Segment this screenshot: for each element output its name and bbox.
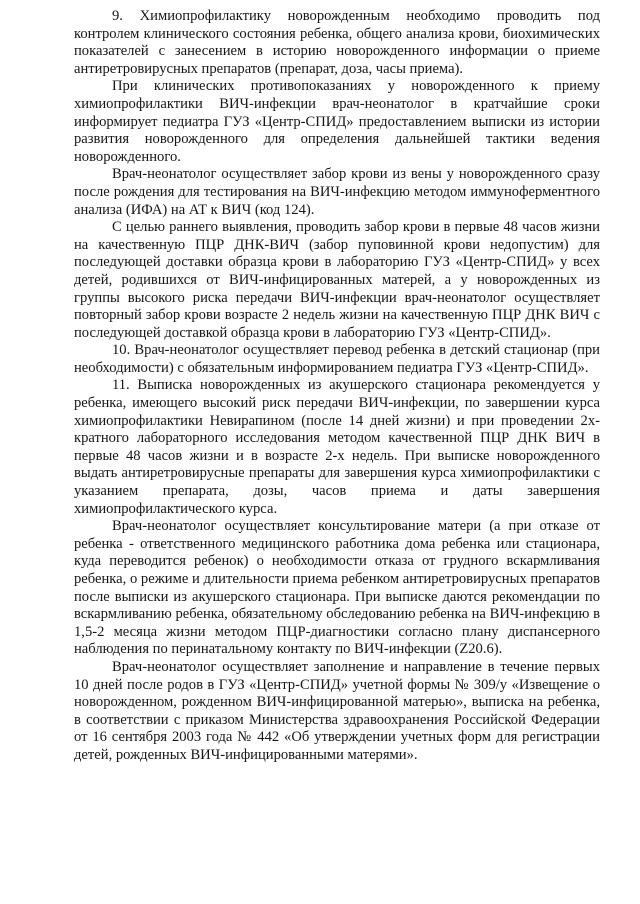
- paragraph-contraindications: При клинических противопоказаниях у новорожденного к приему химиопрофилактики ВИЧ-инфекции врач-неонатолог в кратчайшие сроки информирует педиатра ГУЗ «Центр-СПИД» предоставлением выписки из истории развития новорожденного для определения дальнейшей тактики ведения новорожденного.: [74, 78, 600, 165]
- paragraph-9-chemoprophylaxis: 9. Химиопрофилактику новорожденным необходимо проводить под контролем клинического состояния ребенка, общего анализа крови, биохимических показателей с занесением в историю новорожденного информации о приеме антиретровирусных препаратов (препарат, доза, часы приема).: [74, 8, 600, 77]
- paragraph-mother-counseling: Врач-неонатолог осуществляет консультирование матери (а при отказе от ребенка - ответственного медицинского работника дома ребенка или стационара, куда переводится ребенок) о необходимости отказа от грудного вскармливания ребенка, о режиме и длительности приема ребенком антиретровирусных препаратов после выписки из акушерского стационара. При выписке даются рекомендации по вскармливанию ребенка, обязательному обследованию ребенка на ВИЧ-инфекцию в 1,5-2 месяца жизни методом ПЦР-диагностики согласно плану диспансерного наблюдения по перинатальному контакту по ВИЧ-инфекции (Z20.6).: [74, 518, 600, 658]
- paragraph-11-discharge: 11. Выписка новорожденных из акушерского стационара рекомендуется у ребенка, имеющего высокий риск передачи ВИЧ-инфекции, по завершении курса химиопрофилактики Невирапином (после 14 дней жизни) и при проведении 2х-кратного лабораторного исследования методом качественной ПЦР ДНК ВИЧ в первые 48 часов жизни и в возрасте 2-х недель. При выписке новорожденного выдать антиретровирусные препараты для завершения курса химиопрофилактики с указанием препарата, дозы, часов приема и даты завершения химиопрофилактического курса.: [74, 377, 600, 517]
- document-page: [74, 8, 600, 765]
- paragraph-10-transfer: 10. Врач-неонатолог осуществляет перевод ребенка в детский стационар (при необходимости) с обязательным информированием педиатра ГУЗ «Центр-СПИД».: [74, 342, 600, 376]
- paragraph-notification-form: Врач-неонатолог осуществляет заполнение и направление в течение первых 10 дней после родов в ГУЗ «Центр-СПИД» учетной формы № 309/у «Извещение о новорожденном, рожденном ВИЧ-инфицированной матерью», выписка на ребенка, в соответствии с приказом Министерства здравоохранения Российской Федерации от 16 сентября 2003 года № 442 «Об утверждении учетных форм для регистрации детей, рожденных ВИЧ-инфицированными матерями».: [74, 658, 600, 763]
- paragraph-blood-sampling-ifa: Врач-неонатолог осуществляет забор крови из вены у новорожденного сразу после рождения для тестирования на ВИЧ-инфекцию методом иммуноферментного анализа (ИФА) на АТ к ВИЧ (код 124).: [74, 166, 600, 218]
- paragraph-early-detection-pcr: С целью раннего выявления, проводить забор крови в первые 48 часов жизни на качественную ПЦР ДНК-ВИЧ (забор пуповинной крови недопустим) для последующей доставки образца крови в лабораторию ГУЗ «Центр-СПИД» у всех детей, родившихся от ВИЧ-инфицированных матерей, а у новорожденных из группы высокого риска передачи ВИЧ-инфекции врач-неонатолог осуществляет повторный забор крови возрасте 2 недель жизни на качественную ПЦР ДНК ВИЧ с последующей доставкой образца крови в лабораторию ГУЗ «Центр-СПИД».: [74, 219, 600, 341]
